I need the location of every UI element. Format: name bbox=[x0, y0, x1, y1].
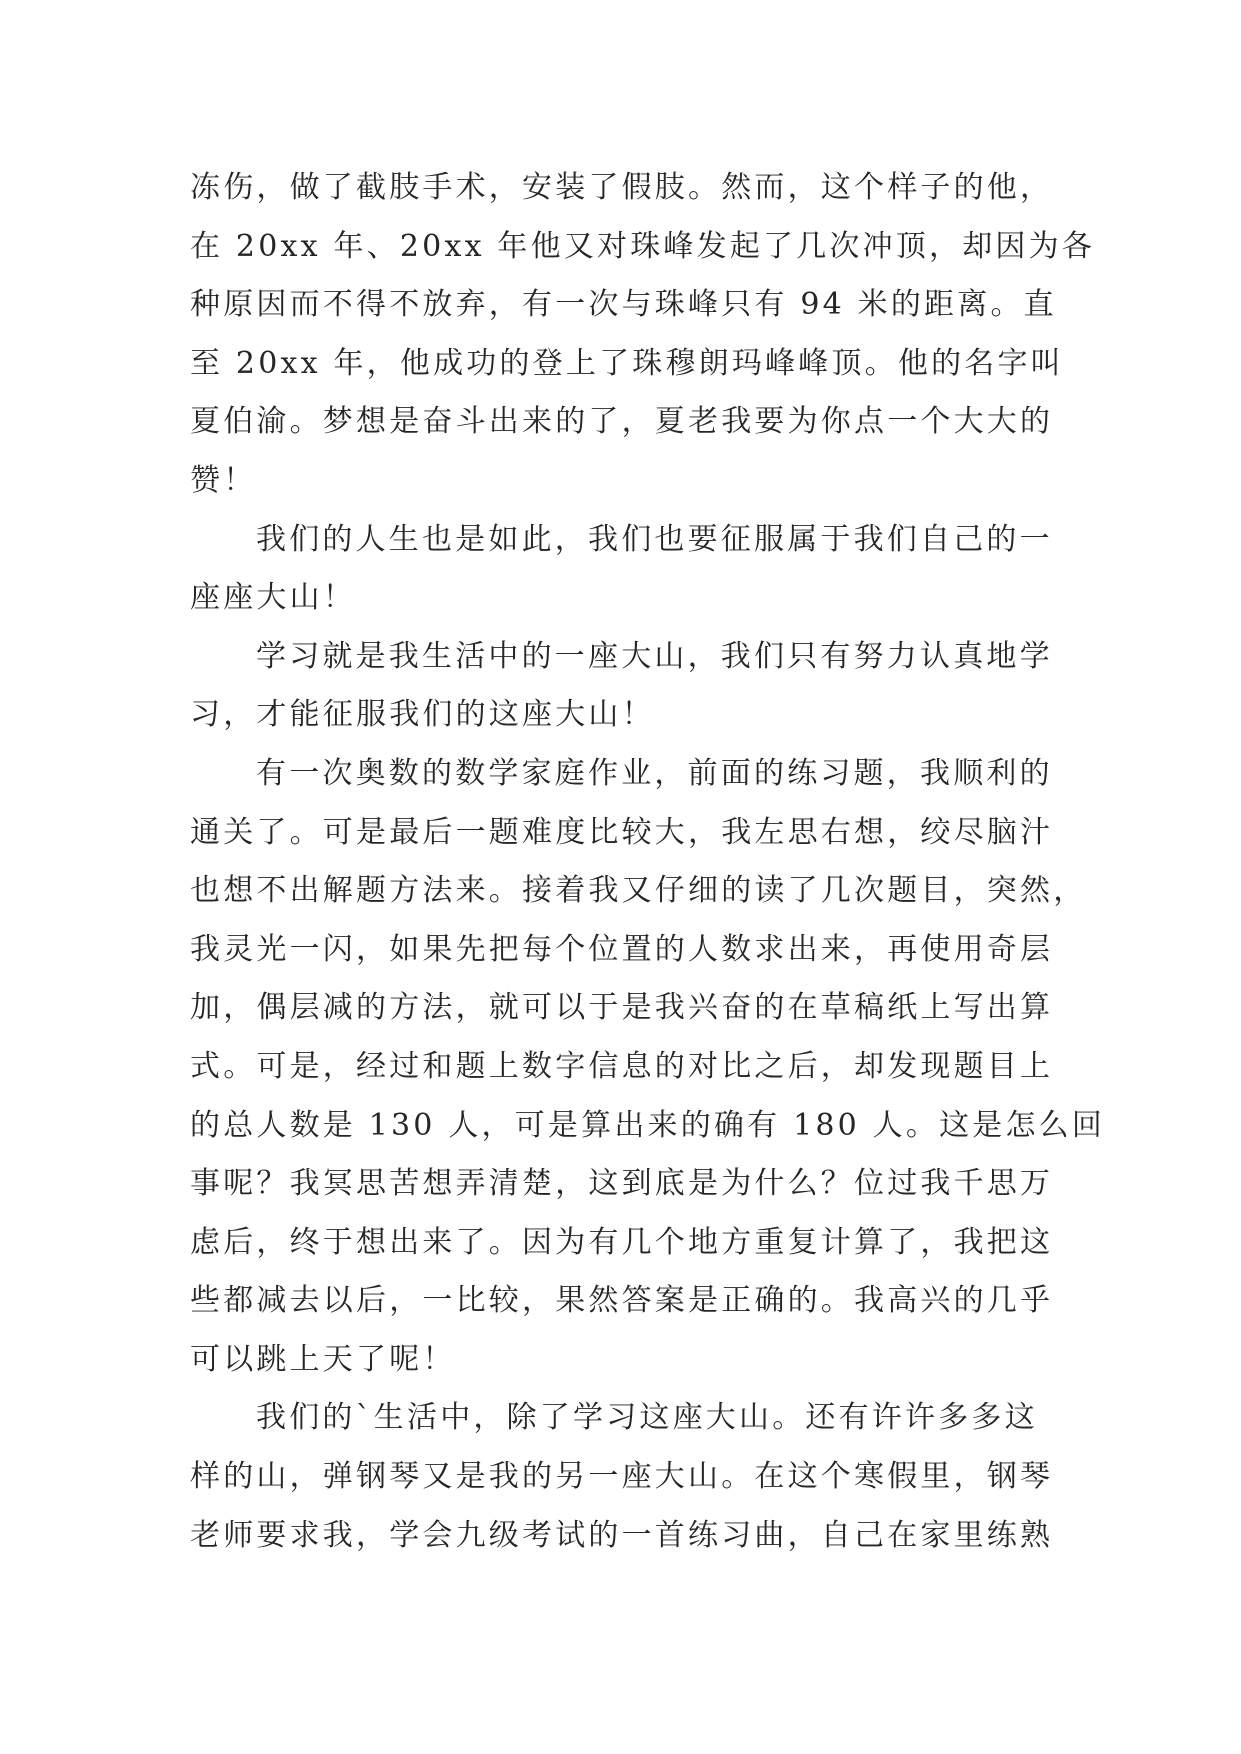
text-line: 的总人数是 130 人，可是算出来的确有 180 人。这是怎么回 bbox=[190, 1107, 1106, 1143]
text-line: 式。可是，经过和题上数字信息的对比之后，却发现题目上 bbox=[190, 1048, 1054, 1084]
text-line: 赞！ bbox=[190, 462, 257, 498]
text-line: 习，才能征服我们的这座大山！ bbox=[190, 697, 655, 733]
text-line: 我们的人生也是如此，我们也要征服属于我们自己的一 bbox=[256, 521, 1053, 557]
text-line: 也想不出解题方法来。接着我又仔细的读了几次题目，突然， bbox=[190, 873, 1087, 909]
document-body bbox=[190, 159, 1106, 1565]
text-line: 些都减去以后，一比较，果然答案是正确的。我高兴的几乎 bbox=[190, 1283, 1054, 1319]
text-line: 事呢？我冥思苦想弄清楚，这到底是为什么？位过我千思万 bbox=[190, 1166, 1054, 1202]
text-line: 样的山，弹钢琴又是我的另一座大山。在这个寒假里，钢琴 bbox=[190, 1459, 1054, 1495]
text-line: 我们的`生活中，除了学习这座大山。还有许许多多这 bbox=[256, 1400, 1038, 1436]
paragraph-continued bbox=[190, 159, 1096, 511]
text-line: 虑后，终于想出来了。因为有几个地方重复计算了，我把这 bbox=[190, 1224, 1054, 1260]
text-line: 加，偶层减的方法，就可以于是我兴奋的在草稿纸上写出算 bbox=[190, 990, 1054, 1026]
text-line: 有一次奥数的数学家庭作业，前面的练习题，我顺利的 bbox=[256, 755, 1053, 791]
text-line: 冻伤，做了截肢手术，安装了假肢。然而，这个样子的他， bbox=[190, 170, 1054, 205]
paragraph bbox=[190, 511, 1070, 628]
text-line: 学习就是我生活中的一座大山，我们只有努力认真地学 bbox=[256, 638, 1053, 674]
text-line: 我灵光一闪，如果先把每个位置的人数求出来，再使用奇层 bbox=[190, 931, 1054, 967]
text-line: 老师要求我，学会九级考试的一首练习曲，自己在家里练熟 bbox=[190, 1517, 1054, 1553]
text-line: 至 20xx 年，他成功的登上了珠穆朗玛峰峰顶。他的名字叫 bbox=[190, 345, 1064, 381]
paragraph bbox=[190, 628, 1070, 745]
paragraph bbox=[190, 1389, 1070, 1565]
text-line: 种原因而不得不放弃，有一次与珠峰只有 94 米的距离。直 bbox=[190, 287, 1057, 323]
text-line: 可以跳上天了呢！ bbox=[190, 1341, 456, 1377]
text-line: 在 20xx 年、20xx 年他又对珠峰发起了几次冲顶，却因为各 bbox=[190, 228, 1096, 264]
text-line: 座座大山！ bbox=[190, 580, 356, 616]
paragraph bbox=[190, 745, 1106, 1390]
text-line: 夏伯渝。梦想是奋斗出来的了，夏老我要为你点一个大大的 bbox=[190, 404, 1054, 440]
text-line: 通关了。可是最后一题难度比较大，我左思右想，绞尽脑汁 bbox=[190, 814, 1054, 850]
